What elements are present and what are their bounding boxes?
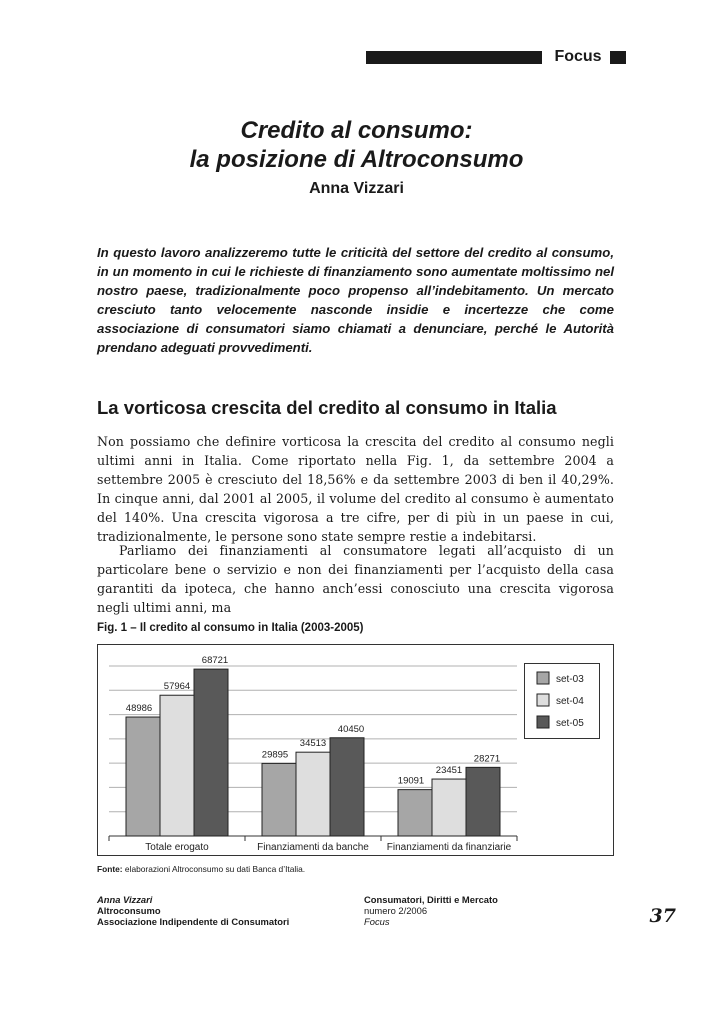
page-number: 37 <box>649 905 676 927</box>
section-heading: La vorticosa crescita del credito al consumo in Italia <box>97 397 557 418</box>
body-paragraph-2: Parliamo dei finanziamenti al consumatore legati all’acquisto di un particolare bene o servizio e non dei finanziamenti per l’acquisto della casa garantiti da ipoteca, che hanno anch’essi conosciuto una crescita vigorosa negli ultimi anni, ma <box>97 543 614 615</box>
footer-author: Anna Vizzari <box>97 894 153 905</box>
chart-legend <box>525 664 600 739</box>
figure-source <box>97 864 617 875</box>
article-author: Anna Vizzari <box>309 180 404 197</box>
data-label: 34513 <box>299 738 327 750</box>
bar-set-03-2 <box>262 763 296 836</box>
article-title <box>0 116 713 174</box>
legend-label: set-04 <box>556 696 584 707</box>
header-rule-right <box>610 51 626 64</box>
title-line-2: la posizione di Altroconsumo <box>189 146 524 173</box>
bar-set-05-3 <box>466 767 500 836</box>
bar-set-03-3 <box>398 790 432 836</box>
legend-label: set-03 <box>556 674 584 685</box>
footer-section: Focus <box>364 916 390 927</box>
footer-right <box>364 894 584 927</box>
data-label: 40450 <box>337 723 365 735</box>
bar-set-03-1 <box>126 717 160 836</box>
chart-category-labels <box>145 842 511 853</box>
source-text: elaborazioni Altroconsumo su dati Banca d’Italia. <box>122 864 306 874</box>
bar-set-05-1 <box>194 669 228 836</box>
footer-organization: Altroconsumo <box>97 905 161 916</box>
legend-label: set-05 <box>556 718 584 729</box>
category-label: Finanziamenti da banche <box>257 842 369 853</box>
source-label: Fonte: <box>97 864 123 874</box>
data-label: 19091 <box>397 775 425 787</box>
footer-organization-full: Associazione Indipendente di Consumatori <box>97 916 290 927</box>
legend-swatch-set-05 <box>537 716 549 728</box>
footer-issue: numero 2/2006 <box>364 905 428 916</box>
footer-left <box>97 894 357 927</box>
bar-chart <box>97 644 614 856</box>
title-line-1: Credito al consumo: <box>240 117 473 144</box>
data-label: 57964 <box>163 681 191 693</box>
bar-set-05-2 <box>330 738 364 836</box>
header-rule-left <box>366 51 542 64</box>
data-label: 48986 <box>125 703 153 715</box>
category-label: Finanziamenti da finanziarie <box>386 842 512 853</box>
bar-set-04-3 <box>432 779 466 836</box>
data-label: 68721 <box>201 655 229 667</box>
category-label: Totale erogato <box>145 842 209 853</box>
data-label: 23451 <box>435 765 463 777</box>
bar-set-04-1 <box>160 695 194 836</box>
abstract: In questo lavoro analizzeremo tutte le criticità del settore del credito al consumo, in un momento in cui le richieste di finanziamento sono aumentate moltissimo nel nostro paese, tradizionalmente poco propenso all’indebitamento. Un mercato cresciuto tanto velocemente nasconde insidie e incertezze che come associazione di consumatori siamo chiamati a denunciare, perché le Autorità prendano adeguati provvedimenti. <box>97 245 614 355</box>
bar-set-04-2 <box>296 752 330 836</box>
data-label: 28271 <box>473 753 501 765</box>
section-label: Focus <box>554 48 602 65</box>
legend-swatch-set-03 <box>537 672 549 684</box>
footer-journal: Consumatori, Diritti e Mercato <box>364 894 498 905</box>
body-paragraph-1: Non possiamo che definire vorticosa la crescita del credito al consumo negli ultimi anni in Italia. Come riportato nella Fig. 1, da settembre 2004 a settembre 2005 è cresciuto del 18,56% e da settembre 2003 di ben il 40,29%. In cinque anni, dal 2001 al 2005, il volume del credito al consumo è aumentato del 140%. Una crescita vigorosa a tre cifre, per di più in un paese in cui, tradizionalmente, le persone sono state sempre restie a indebitarsi. <box>97 434 614 544</box>
legend-swatch-set-04 <box>537 694 549 706</box>
figure-caption: Fig. 1 – Il credito al consumo in Italia (2003-2005) <box>97 622 364 634</box>
data-label: 29895 <box>261 749 289 761</box>
